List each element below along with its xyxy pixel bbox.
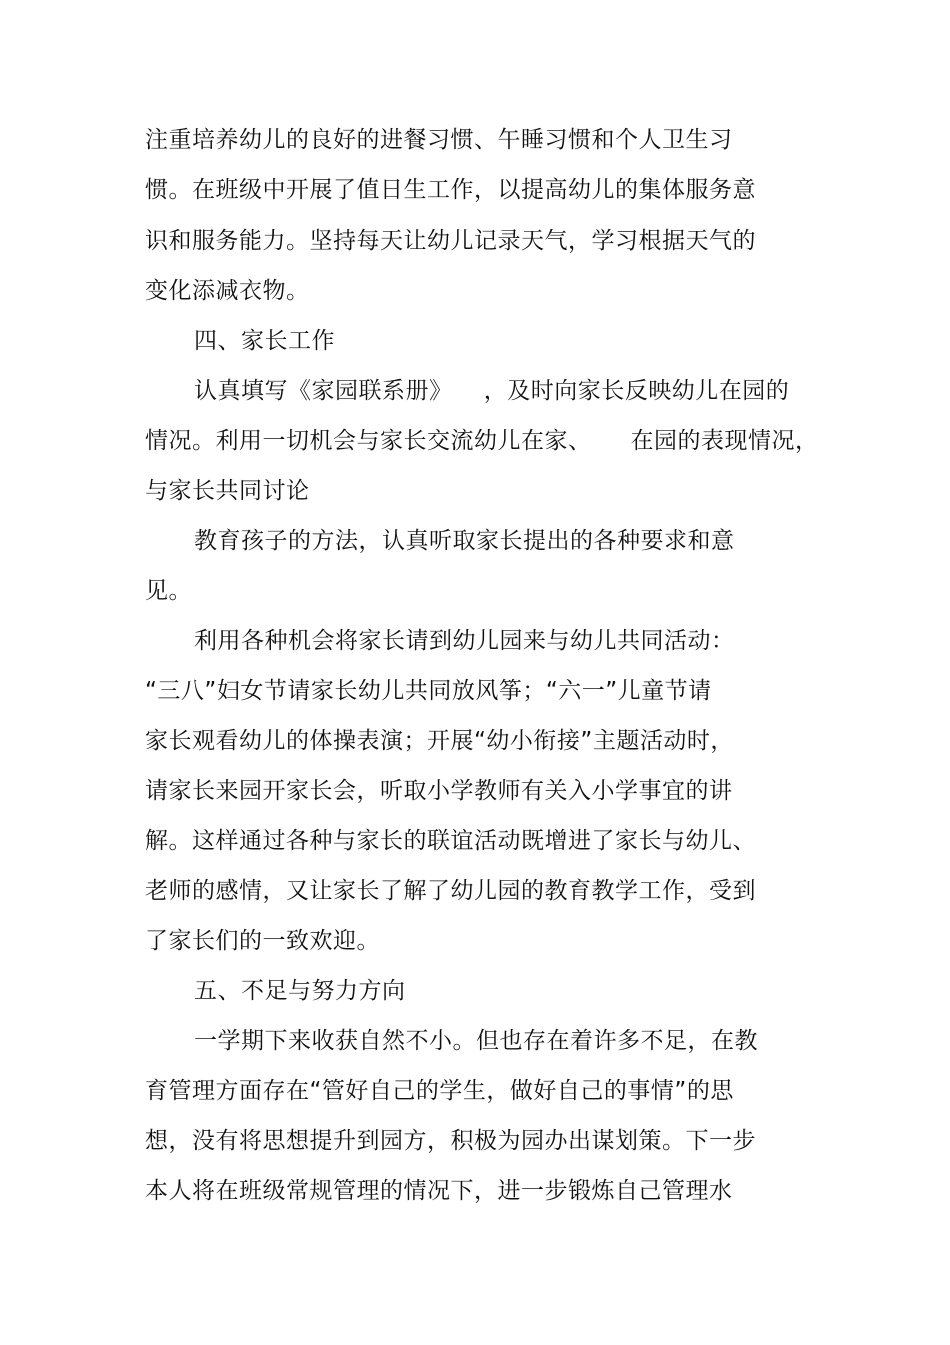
- paragraph-line: 情况。利用一切机会与家长交流幼儿在家、 在园的表现情况，: [145, 428, 819, 454]
- paragraph-line: 了家长们的一致欢迎。: [145, 928, 380, 954]
- paragraph-line: 请家长来园开家长会，听取小学教师有关入小学事宜的讲: [145, 778, 733, 804]
- paragraph-line: 与家长共同讨论: [145, 478, 310, 504]
- paragraph-line: 老师的感情，又让家长了解了幼儿园的教育教学工作，受到: [145, 878, 756, 904]
- paragraph-line: 变化添减衣物。: [145, 278, 310, 304]
- section-heading-parent-work: 四、家长工作: [194, 328, 335, 354]
- section-heading-shortcomings: 五、不足与努力方向: [194, 978, 406, 1004]
- paragraph-line: 注重培养幼儿的良好的进餐习惯、午睡习惯和个人卫生习: [145, 127, 733, 153]
- paragraph-line: 认真填写《家园联系册》 ，及时向家长反映幼儿在园的: [194, 378, 790, 404]
- paragraph-line: 利用各种机会将家长请到幼儿园来与幼儿共同活动：: [194, 628, 735, 654]
- paragraph-line: 解。这样通过各种与家长的联谊活动既增进了家长与幼儿、: [145, 828, 756, 854]
- paragraph-line: 想，没有将思想提升到园方，积极为园办出谋划策。下一步: [145, 1128, 756, 1154]
- paragraph-line: 教育孩子的方法，认真听取家长提出的各种要求和意: [194, 528, 735, 554]
- paragraph-line: “三八”妇女节请家长幼儿共同放风筝；“六一”儿童节请: [145, 678, 712, 704]
- paragraph-line: 惯。在班级中开展了值日生工作，以提高幼儿的集体服务意: [145, 177, 756, 203]
- paragraph-line: 家长观看幼儿的体操表演；开展“幼小衔接”主题活动时，: [145, 728, 734, 754]
- paragraph-line: 本人将在班级常规管理的情况下，进一步锻炼自己管理水: [145, 1178, 733, 1204]
- paragraph-line: 识和服务能力。坚持每天让幼儿记录天气，学习根据天气的: [145, 228, 756, 254]
- paragraph-line: 见。: [145, 578, 192, 604]
- paragraph-line: 育管理方面存在“管好自己的学生，做好自己的事情”的思: [145, 1078, 734, 1104]
- paragraph-line: 一学期下来收获自然不小。但也存在着许多不足，在教: [194, 1028, 758, 1054]
